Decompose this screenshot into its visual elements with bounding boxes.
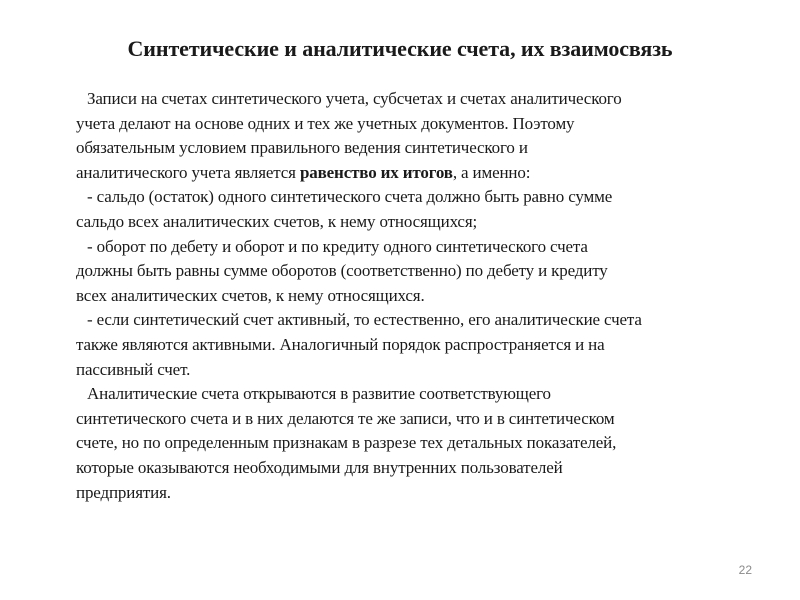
slide-title: Синтетические и аналитические счета, их взаимосвязь	[127, 36, 673, 61]
paragraph-line: которые оказываются необходимыми для внутренних пользователей	[76, 457, 563, 477]
text-segment: аналитического учета является	[76, 162, 300, 182]
bullet-line: - если синтетический счет активный, то естественно, его аналитические счета	[87, 310, 642, 330]
paragraph-line: сальдо всех аналитических счетов, к нему относящихся;	[76, 211, 478, 231]
page-number: 22	[738, 563, 752, 577]
emphasis-text: равенство их итогов	[299, 162, 453, 182]
bullet-line: - оборот по дебету и оборот и по кредиту одного синтетического счета	[87, 236, 588, 256]
paragraph-line	[76, 161, 776, 186]
paragraph-line: Аналитические счета открываются в развитие соответствующего	[87, 384, 551, 404]
slide-body	[76, 87, 776, 505]
paragraph-line: учета делают на основе одних и тех же учетных документов. Поэтому	[76, 113, 575, 133]
paragraph-line: также являются активными. Аналогичный порядок распространяется и на	[76, 334, 605, 354]
paragraph-line: обязательным условием правильного ведения синтетического и	[76, 138, 528, 158]
paragraph-line: всех аналитических счетов, к нему относящихся.	[76, 285, 425, 305]
paragraph-line: должны быть равны сумме оборотов (соответственно) по дебету и кредиту	[76, 261, 608, 281]
bullet-line: - сальдо (остаток) одного синтетического счета должно быть равно сумме	[87, 187, 613, 207]
paragraph-line: предприятия.	[76, 482, 171, 502]
paragraph-line: счете, но по определенным признакам в разрезе тех детальных показателей,	[76, 433, 617, 453]
paragraph-line: синтетического счета и в них делаются те же записи, что и в синтетическом	[76, 408, 615, 428]
paragraph-line: Записи на счетах синтетического учета, субсчетах и счетах аналитического	[87, 89, 622, 108]
text-segment: , а именно:	[452, 162, 531, 182]
paragraph-line: пассивный счет.	[76, 359, 191, 379]
